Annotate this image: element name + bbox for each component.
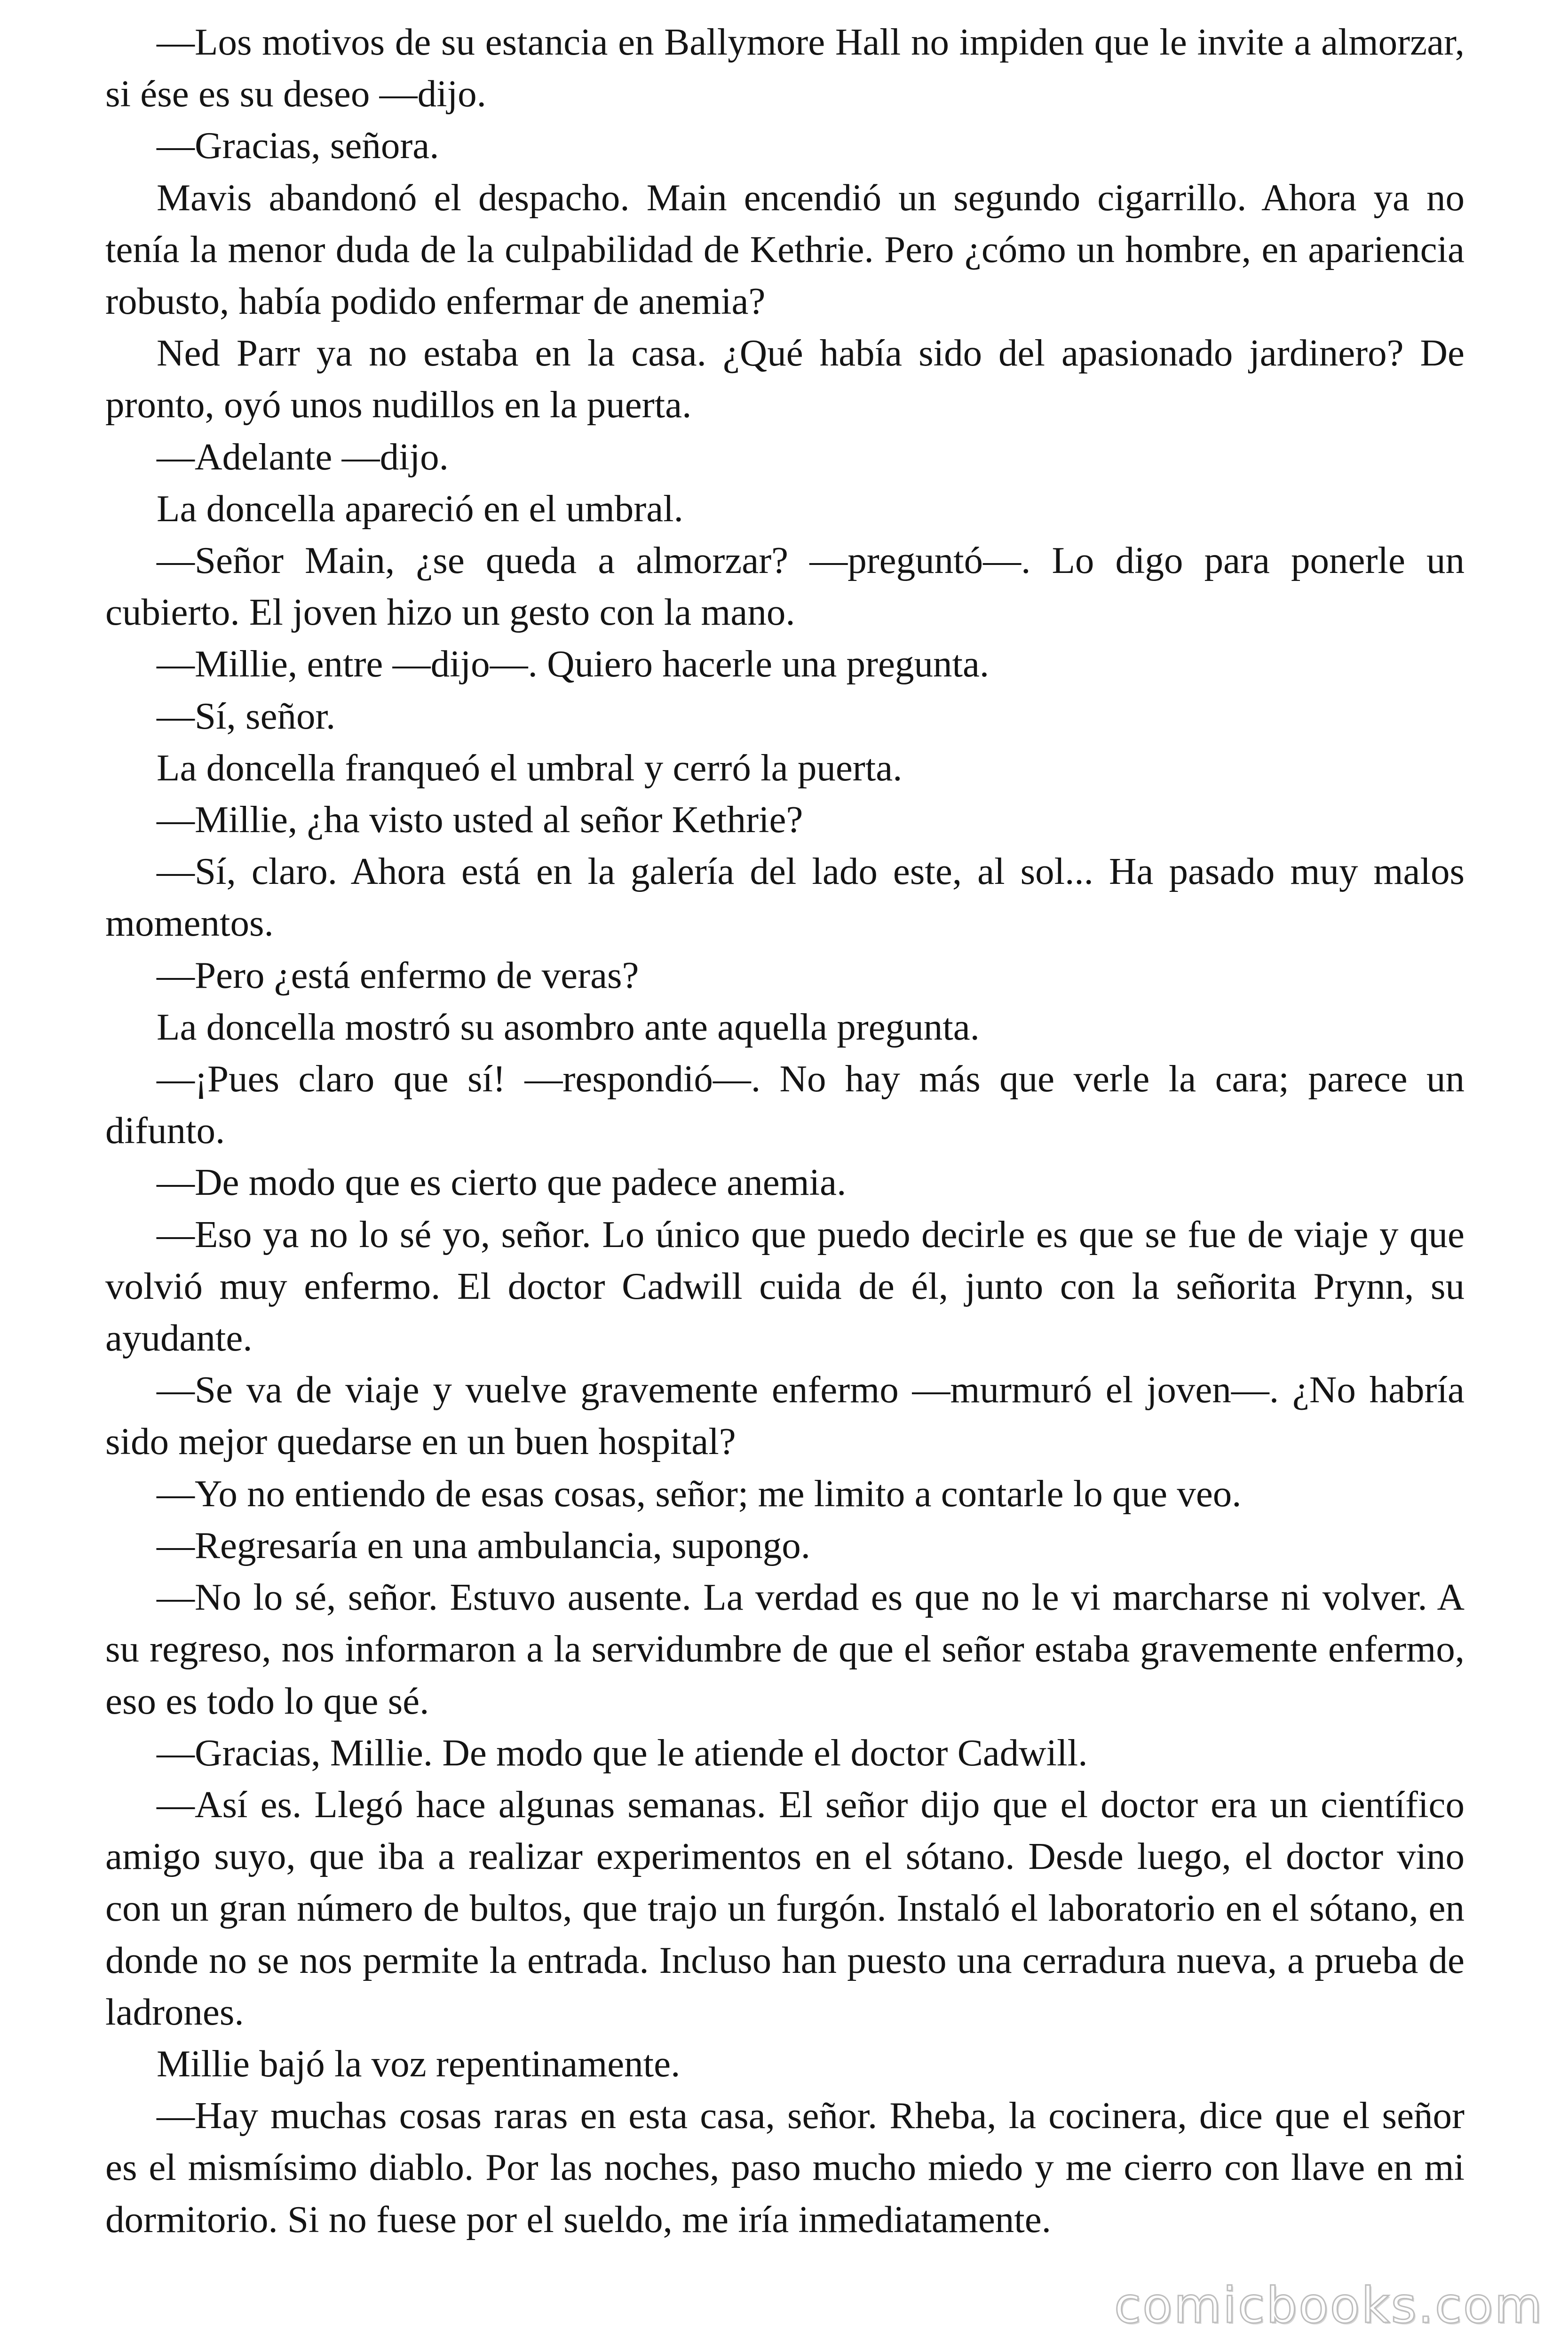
paragraph: —¡Pues claro que sí! —respondió—. No hay más que verle la cara; parece un difunto. bbox=[105, 1057, 1465, 1152]
watermark: comicbooks.com bbox=[1114, 2277, 1544, 2334]
paragraph: —De modo que es cierto que padece anemia. bbox=[157, 1161, 847, 1204]
paragraph: —Sí, claro. Ahora está en la galería del lado este, al sol... Ha pasado muy malos momentos. bbox=[105, 850, 1465, 945]
paragraph: —Hay muchas cosas raras en esta casa, señor. Rheba, la cocinera, dice que el señor es el mismísimo diablo. Por las noches, paso mucho miedo y me cierro con llave en mi dormitorio. Si no fuese por el sueldo, me iría inmediatamente. bbox=[105, 2094, 1465, 2241]
paragraph: —Adelante —dijo. bbox=[157, 435, 449, 478]
paragraph: La doncella apareció en el umbral. bbox=[157, 487, 683, 530]
paragraph: —Gracias, señora. bbox=[157, 124, 439, 167]
paragraph: —Se va de viaje y vuelve gravemente enfermo —murmuró el joven—. ¿No habría sido mejor quedarse en un buen hospital? bbox=[105, 1368, 1465, 1463]
paragraph: —Yo no entiendo de esas cosas, señor; me limito a contarle lo que veo. bbox=[157, 1472, 1242, 1515]
paragraph: —Los motivos de su estancia en Ballymore Hall no impiden que le invite a almorzar, si ése es su deseo —dijo. bbox=[105, 21, 1465, 115]
paragraph: —Gracias, Millie. De modo que le atiende el doctor Cadwill. bbox=[157, 1731, 1088, 1774]
paragraph: —Regresaría en una ambulancia, supongo. bbox=[157, 1524, 811, 1566]
paragraph: Ned Parr ya no estaba en la casa. ¿Qué había sido del apasionado jardinero? De pronto, oyó unos nudillos en la puerta. bbox=[105, 332, 1465, 426]
paragraph: —Millie, entre —dijo—. Quiero hacerle una pregunta. bbox=[157, 643, 990, 685]
paragraph: —Señor Main, ¿se queda a almorzar? —preguntó—. Lo digo para ponerle un cubierto. El joven hizo un gesto con la mano. bbox=[105, 539, 1465, 634]
body-text bbox=[105, 16, 1465, 2245]
paragraph: Millie bajó la voz repentinamente. bbox=[157, 2042, 681, 2085]
paragraph: —Así es. Llegó hace algunas semanas. El señor dijo que el doctor era un científico amigo suyo, que iba a realizar experimentos en el sótano. Desde luego, el doctor vino con un gran número de bultos, que trajo un furgón. Instaló el laboratorio en el sótano, en donde no se nos permite la entrada. Incluso han puesto una cerradura nueva, a prueba de ladrones. bbox=[105, 1783, 1465, 2033]
paragraph: —Pero ¿está enfermo de veras? bbox=[157, 954, 639, 996]
paragraph: —Sí, señor. bbox=[157, 694, 336, 737]
paragraph: —Millie, ¿ha visto usted al señor Kethrie? bbox=[157, 798, 803, 841]
paragraph: —Eso ya no lo sé yo, señor. Lo único que puedo decirle es que se fue de viaje y que volvió muy enfermo. El doctor Cadwill cuida de él, junto con la señorita Prynn, su ayudante. bbox=[105, 1213, 1465, 1359]
paragraph: La doncella franqueó el umbral y cerró la puerta. bbox=[157, 746, 903, 789]
paragraph: —No lo sé, señor. Estuvo ausente. La verdad es que no le vi marcharse ni volver. A su regreso, nos informaron a la servidumbre de que el señor estaba gravemente enfermo, eso es todo lo que sé. bbox=[105, 1576, 1465, 1722]
paragraph: La doncella mostró su asombro ante aquella pregunta. bbox=[157, 1005, 980, 1048]
paragraph: Mavis abandonó el despacho. Main encendió un segundo cigarrillo. Ahora ya no tenía la menor duda de la culpabilidad de Kethrie. Pero ¿cómo un hombre, en apariencia robusto, había podido enfermar de anemia? bbox=[105, 176, 1465, 323]
